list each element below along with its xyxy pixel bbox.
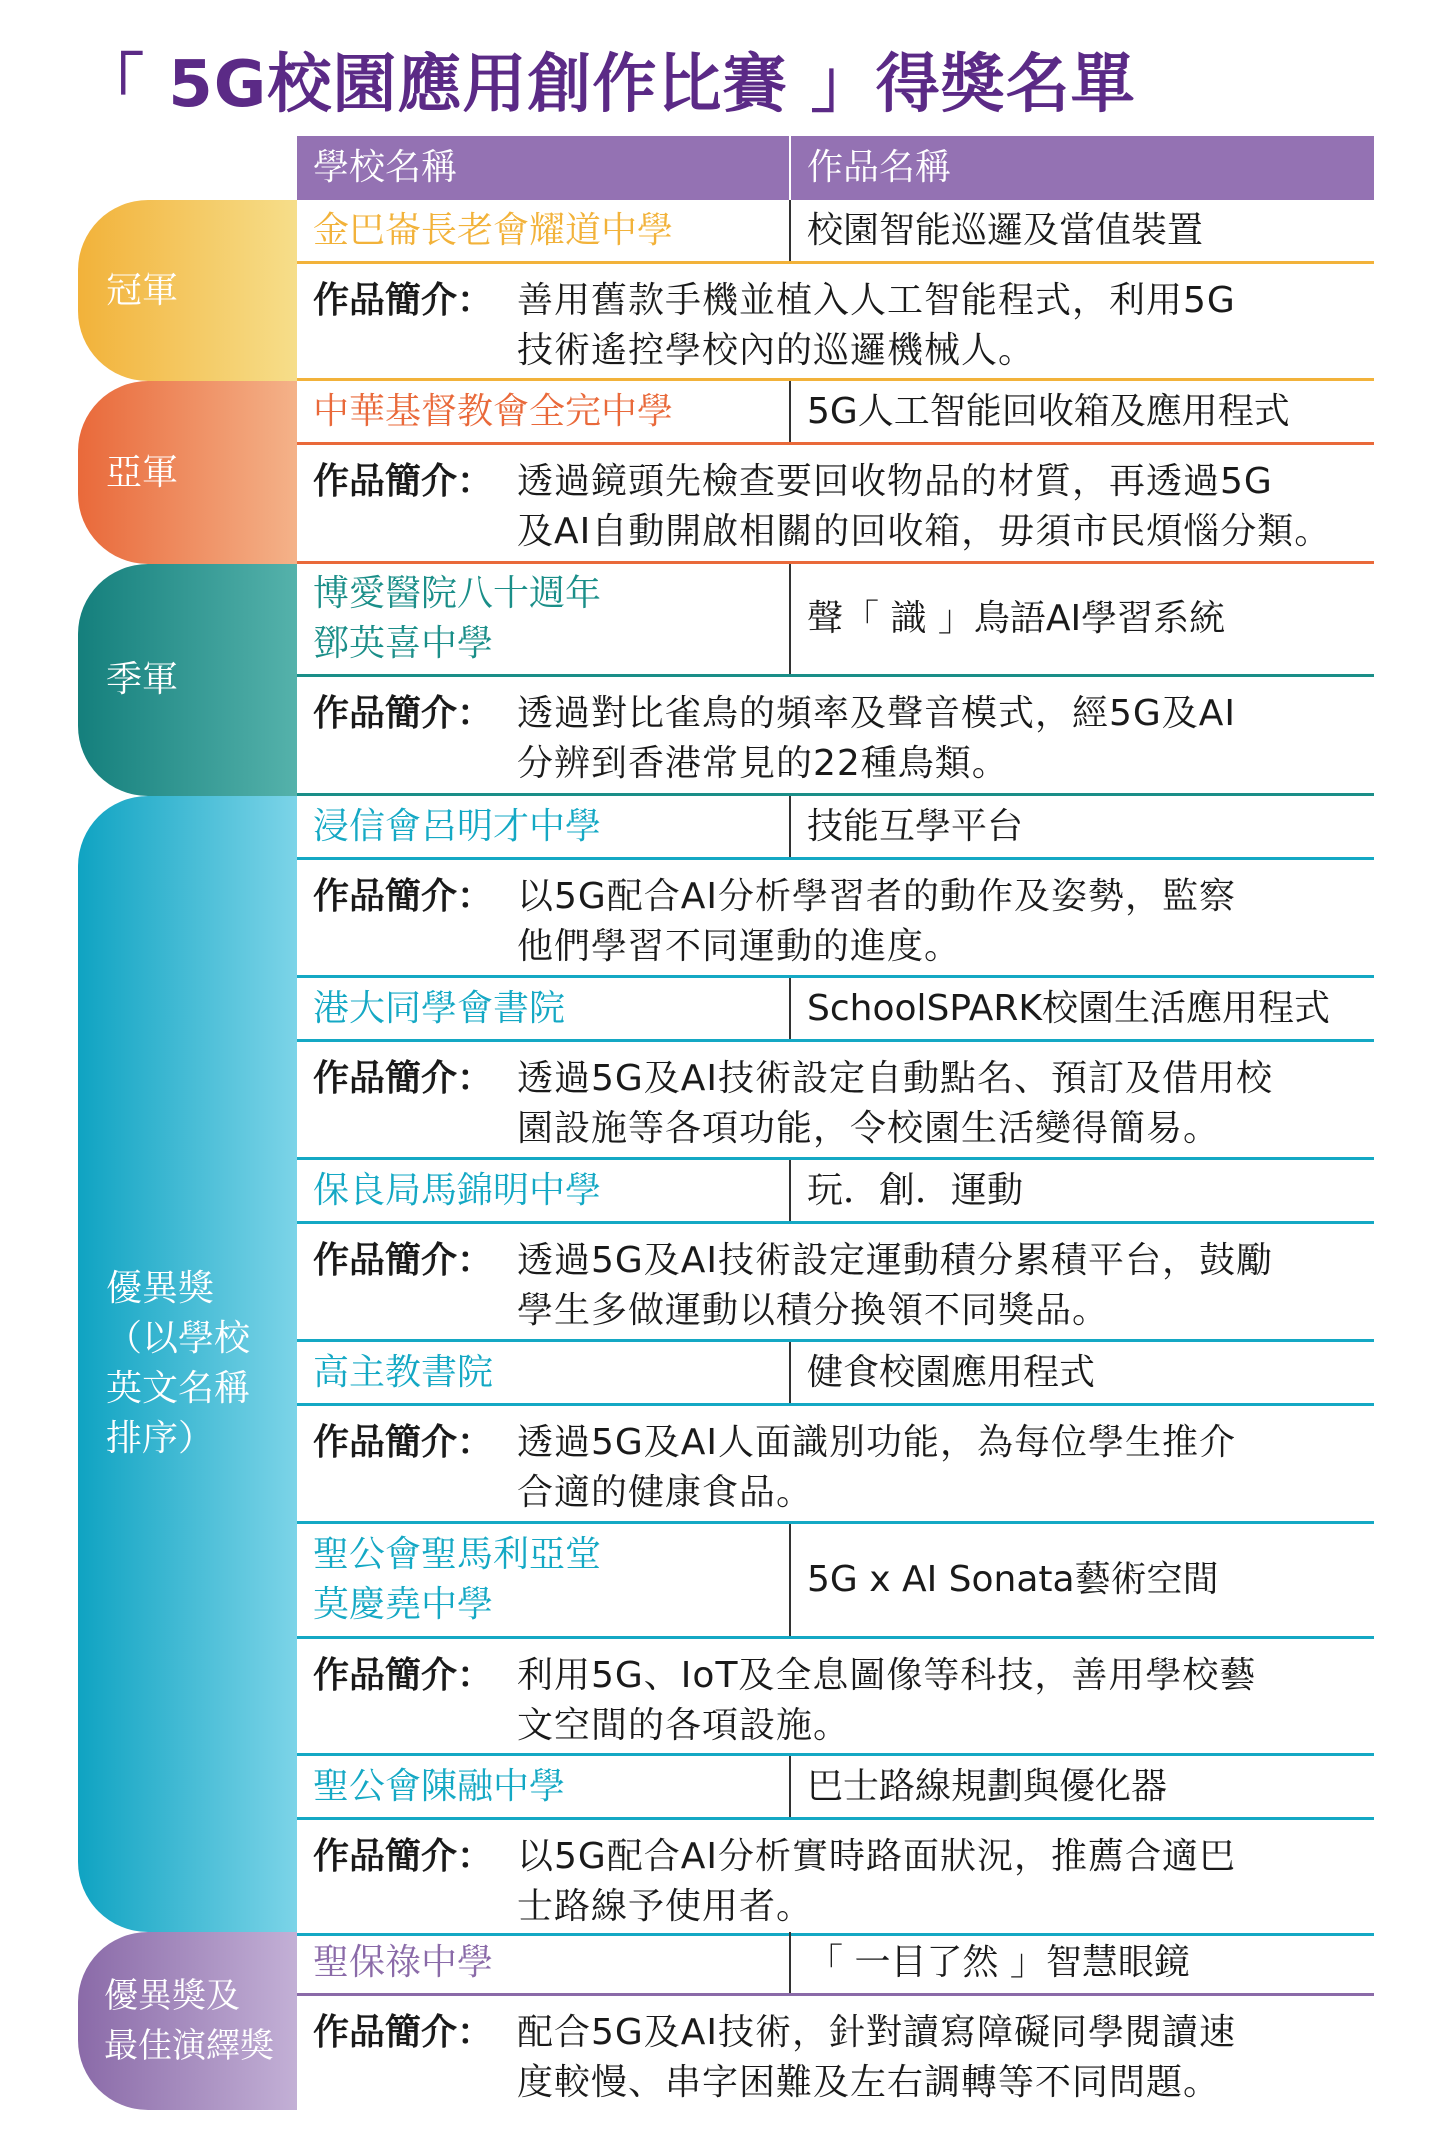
description-text: 利用5G、IoT及全息圖像等科技，善用學校藝 文空間的各項設施。 [517,1655,1257,1746]
header-work: 作品名稱 [807,147,952,188]
description-text: 透過5G及AI技術設定自動點名、預訂及借用校 園設施等各項功能，令校園生活變得簡易。 [517,1058,1274,1149]
description-text: 透過5G及AI人面識別功能，為每位學生推介 合適的健康食品。 [517,1422,1237,1513]
entry-row [297,796,1374,860]
description-text: 善用舊款手機並植入人工智能程式，利用5G 技術遙控學校內的巡邏機械人。 [517,280,1236,371]
school-name: 保良局馬錦明中學 [297,1160,791,1221]
description-label: 作品簡介： [313,693,494,734]
category-runner-up-label: 亞軍 [106,451,179,493]
entry-description [297,1639,1374,1756]
entry-description [297,1820,1374,1936]
school-name: 浸信會呂明才中學 [297,796,791,857]
work-name: 校園智能巡邏及當值裝置 [807,209,1204,251]
school-name: 博愛醫院八十週年 鄧英喜中學 [297,564,791,674]
work-name: 「 一目了然 」智慧眼鏡 [807,1941,1190,1983]
description-text: 透過對比雀鳥的頻率及聲音模式，經5G及AI 分辨到香港常見的22種鳥類。 [517,693,1237,784]
category-merit-best-line: 優異獎及 [104,1976,240,2016]
entry-row [297,1932,1374,1996]
work-name: 技能互學平台 [807,805,1024,847]
category-champion [78,200,297,381]
category-merit-line: 優異獎 [106,1268,215,1309]
school-name: 聖公會陳融中學 [297,1756,791,1817]
entry-row [297,978,1374,1042]
category-champion-label: 冠軍 [106,269,179,311]
description-text: 配合5G及AI技術，針對讀寫障礙同學閱讀速 度較慢、串字困難及左右調轉等不同問題。 [517,2012,1237,2103]
description-text: 以5G配合AI分析實時路面狀況，推薦合適巴 士路線予使用者。 [517,1836,1237,1927]
entry-description [297,1996,1374,2114]
table-header [297,136,1374,200]
category-merit-line: （以學校 [106,1318,251,1359]
page-title: 「 5G校園應用創作比賽 」得獎名單 [80,48,1136,122]
work-name: 5G人工智能回收箱及應用程式 [807,390,1290,432]
description-label: 作品簡介： [313,461,494,502]
work-name: 玩．創．運動 [807,1169,1024,1211]
category-merit-line: 英文名稱 [106,1368,251,1409]
description-label: 作品簡介： [313,876,494,917]
work-name: 聲「 識 」鳥語AI學習系統 [807,598,1226,639]
description-text: 透過5G及AI技術設定運動積分累積平台，鼓勵 學生多做運動以積分換領不同獎品。 [517,1240,1274,1331]
category-third-label: 季軍 [106,659,179,700]
category-merit-best-line: 最佳演繹獎 [104,2026,274,2066]
entry-row [297,1160,1374,1224]
category-runner-up [78,381,297,564]
entry-row [297,1342,1374,1406]
description-label: 作品簡介： [313,280,494,321]
description-label: 作品簡介： [313,1655,494,1696]
school-name: 聖公會聖馬利亞堂 莫慶堯中學 [297,1524,791,1636]
entry-description [297,1406,1374,1524]
school-name: 中華基督教會全完中學 [297,381,791,442]
entry-description [297,445,1374,564]
description-label: 作品簡介： [313,1240,494,1281]
category-merit-line: 排序） [106,1418,215,1459]
school-name: 港大同學會書院 [297,978,791,1039]
school-name: 聖保祿中學 [297,1932,791,1993]
entry-row [297,200,1374,264]
entry-row [297,381,1374,445]
category-merit [78,796,297,1932]
category-third [78,564,297,796]
school-name: 金巴崙長老會耀道中學 [297,200,791,261]
description-text: 以5G配合AI分析學習者的動作及姿勢，監察 他們學習不同運動的進度。 [517,876,1237,967]
work-name: SchoolSPARK校園生活應用程式 [807,987,1331,1029]
entry-description [297,264,1374,381]
header-school: 學校名稱 [297,136,791,200]
description-label: 作品簡介： [313,1836,494,1877]
work-name: 5G x AI Sonata藝術空間 [807,1559,1219,1600]
entry-description [297,1042,1374,1160]
entry-description [297,677,1374,796]
entry-row [297,564,1374,677]
entry-description [297,860,1374,978]
description-label: 作品簡介： [313,1422,494,1463]
entry-row [297,1756,1374,1820]
work-name: 健食校園應用程式 [807,1351,1096,1393]
work-name: 巴士路線規劃與優化器 [807,1765,1168,1807]
description-text: 透過鏡頭先檢查要回收物品的材質，再透過5G 及AI自動開啟相關的回收箱，毋須市民煩惱分類。 [517,461,1332,552]
entry-description [297,1224,1374,1342]
description-label: 作品簡介： [313,1058,494,1099]
school-name: 高主教書院 [297,1342,791,1403]
category-merit-best [78,1932,297,2110]
entry-row [297,1524,1374,1639]
description-label: 作品簡介： [313,2012,494,2053]
